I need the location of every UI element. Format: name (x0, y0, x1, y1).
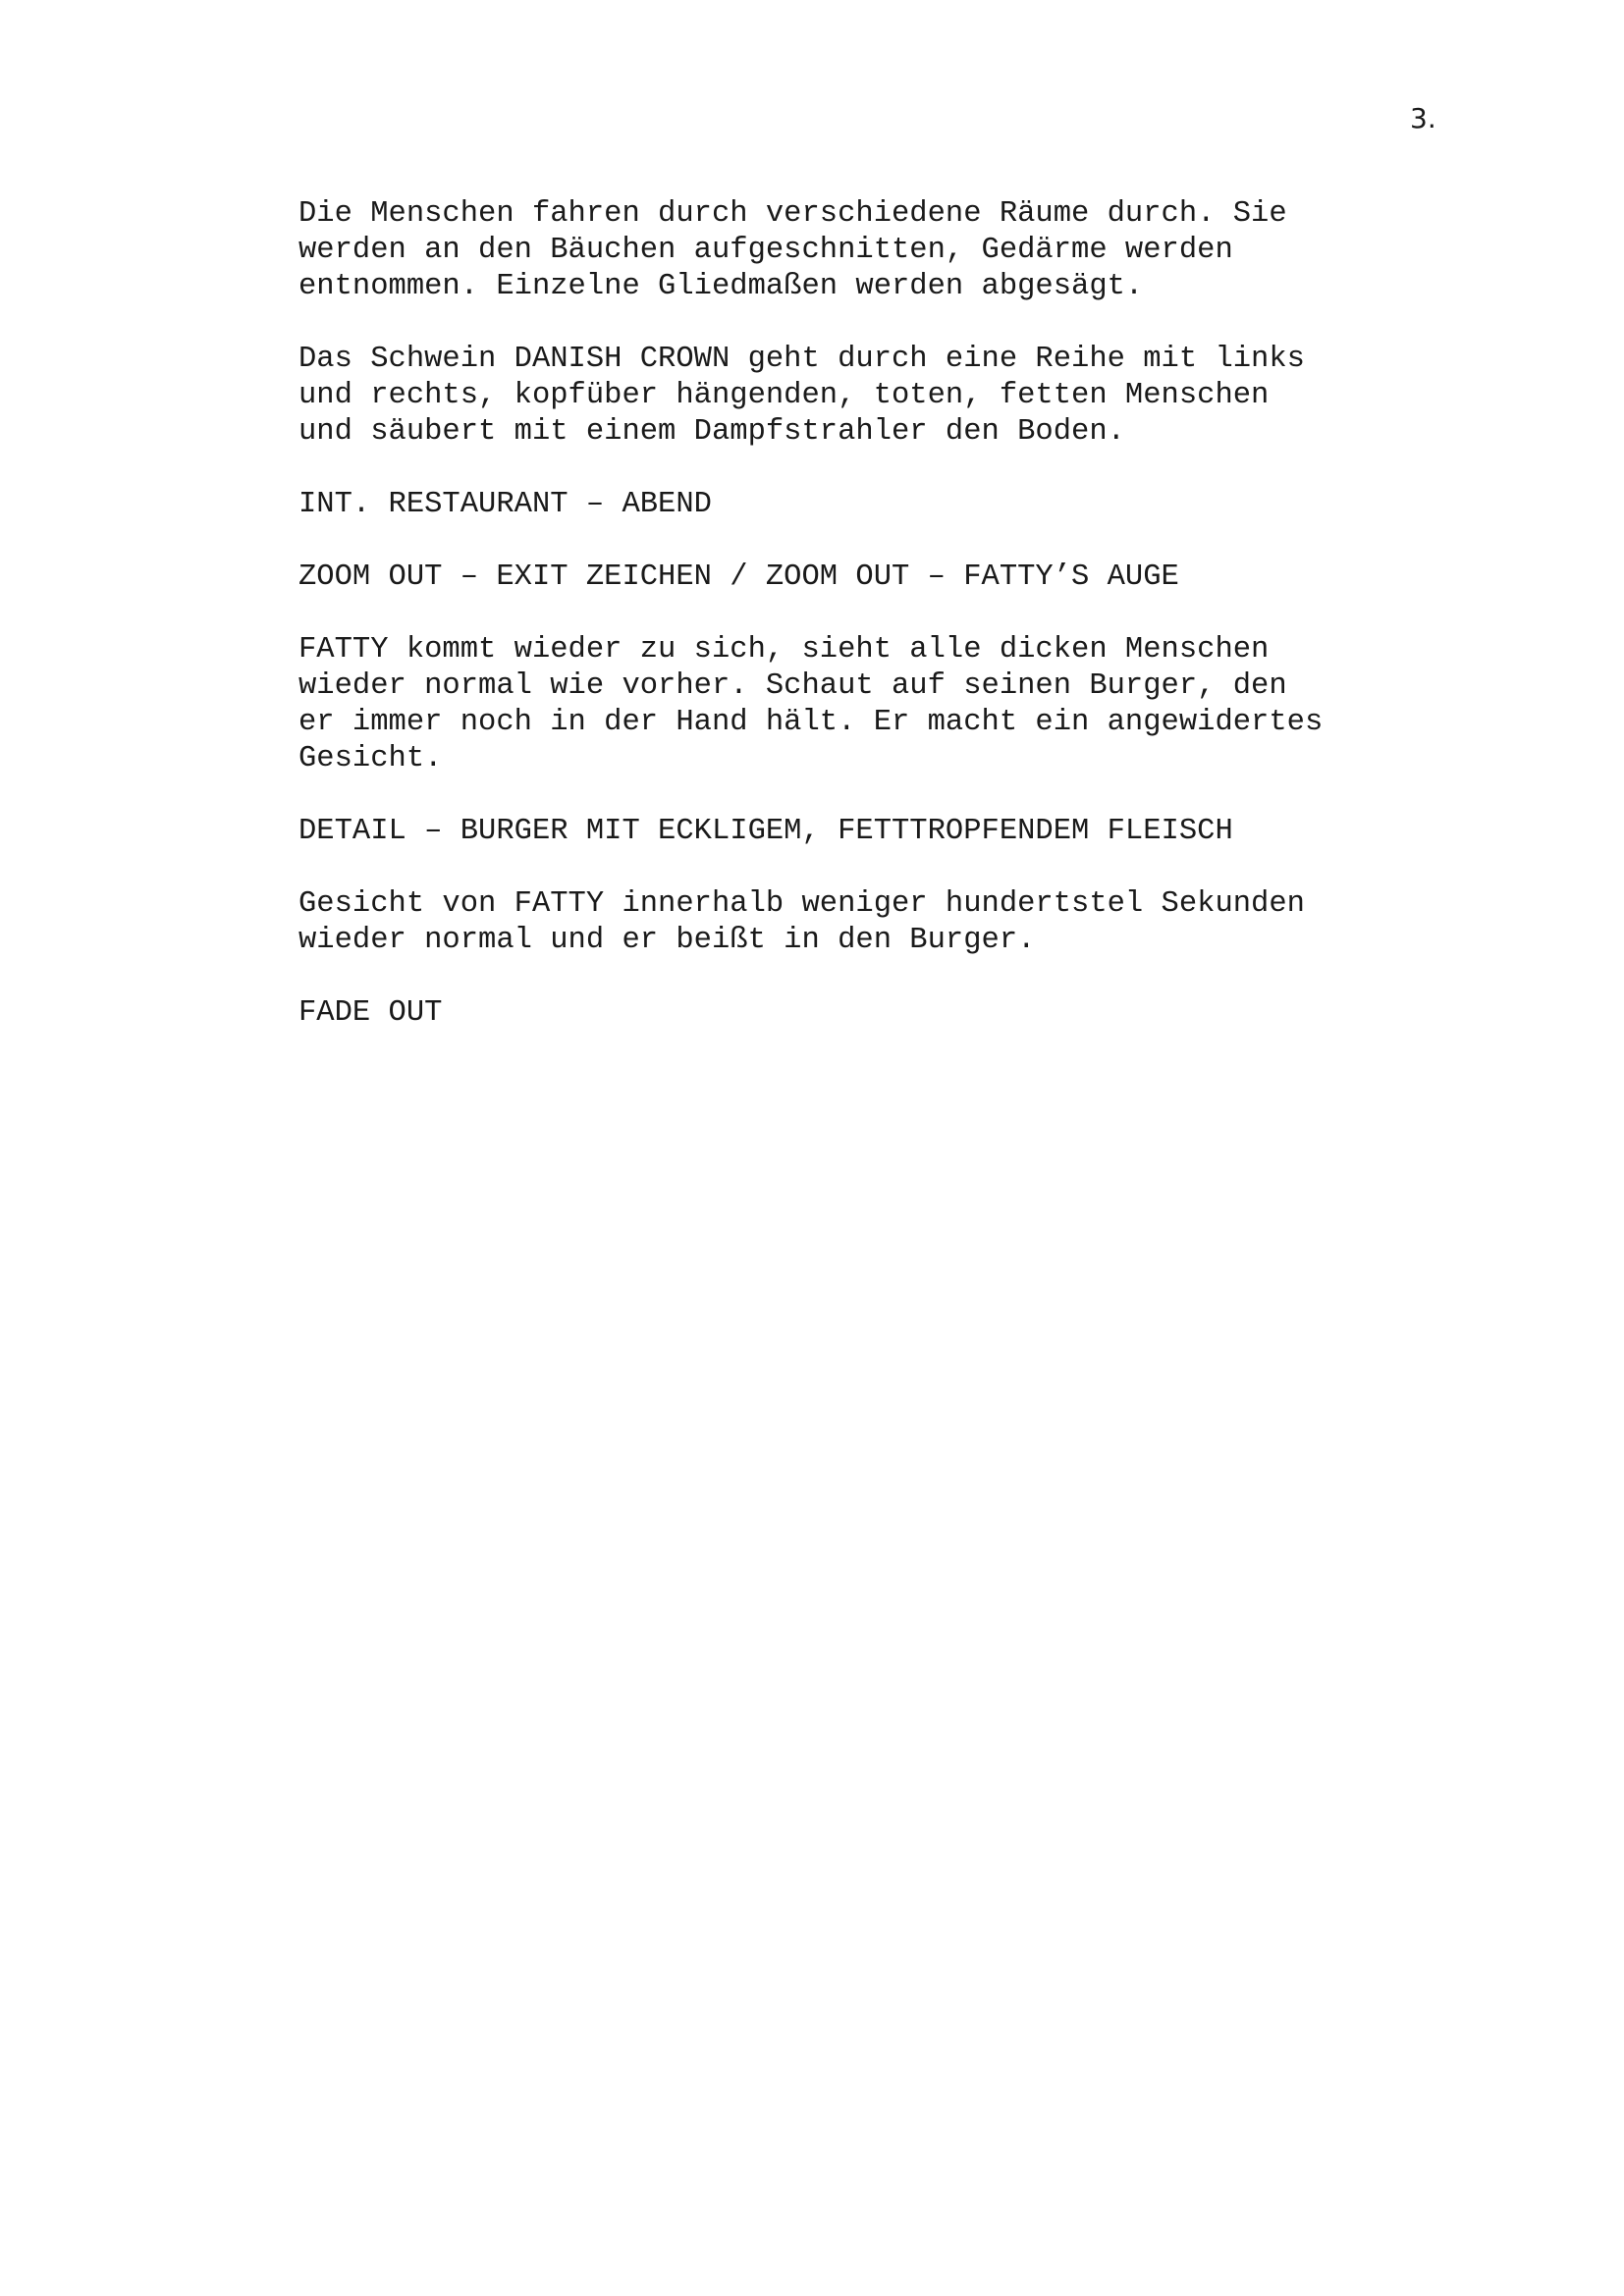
action-block-slaughter (298, 196, 1457, 305)
text-line: und säubert mit einem Dampfstrahler den Boden. (298, 415, 1125, 449)
scene-heading (298, 487, 1457, 523)
text-line: wieder normal und er beißt in den Burger. (298, 924, 1036, 957)
text-line: FATTY kommt wieder zu sich, sieht alle dicken Menschen (298, 633, 1270, 667)
shot-zoom-out (298, 560, 1457, 596)
text-line: Gesicht. (298, 742, 443, 775)
action-block-danish-crown (298, 342, 1457, 451)
text-line: entnommen. Einzelne Gliedmaßen werden abgesägt. (298, 270, 1144, 303)
shot-detail-burger (298, 814, 1457, 850)
text-line: FADE OUT (298, 996, 443, 1030)
text-line: Die Menschen fahren durch verschiedene Räume durch. Sie (298, 197, 1287, 231)
page-number: 3. (1410, 102, 1436, 134)
text-line: er immer noch in der Hand hält. Er macht ein angewidertes (298, 706, 1324, 739)
text-line: und rechts, kopfüber hängenden, toten, fetten Menschen (298, 379, 1270, 412)
text-line: wieder normal wie vorher. Schaut auf seinen Burger, den (298, 669, 1287, 703)
text-line: INT. RESTAURANT – ABEND (298, 488, 712, 521)
transition-fade-out (298, 995, 1457, 1032)
text-line: DETAIL – BURGER MIT ECKLIGEM, FETTTROPFENDEM FLEISCH (298, 815, 1233, 848)
action-block-bite (298, 886, 1457, 959)
action-block-fatty (298, 632, 1457, 777)
text-line: Gesicht von FATTY innerhalb weniger hundertstel Sekunden (298, 887, 1305, 921)
script-body (298, 196, 1457, 1068)
text-line: werden an den Bäuchen aufgeschnitten, Gedärme werden (298, 234, 1233, 267)
text-line: Das Schwein DANISH CROWN geht durch eine Reihe mit links (298, 343, 1305, 376)
text-line: ZOOM OUT – EXIT ZEICHEN / ZOOM OUT – FATTY’S AUGE (298, 561, 1179, 594)
